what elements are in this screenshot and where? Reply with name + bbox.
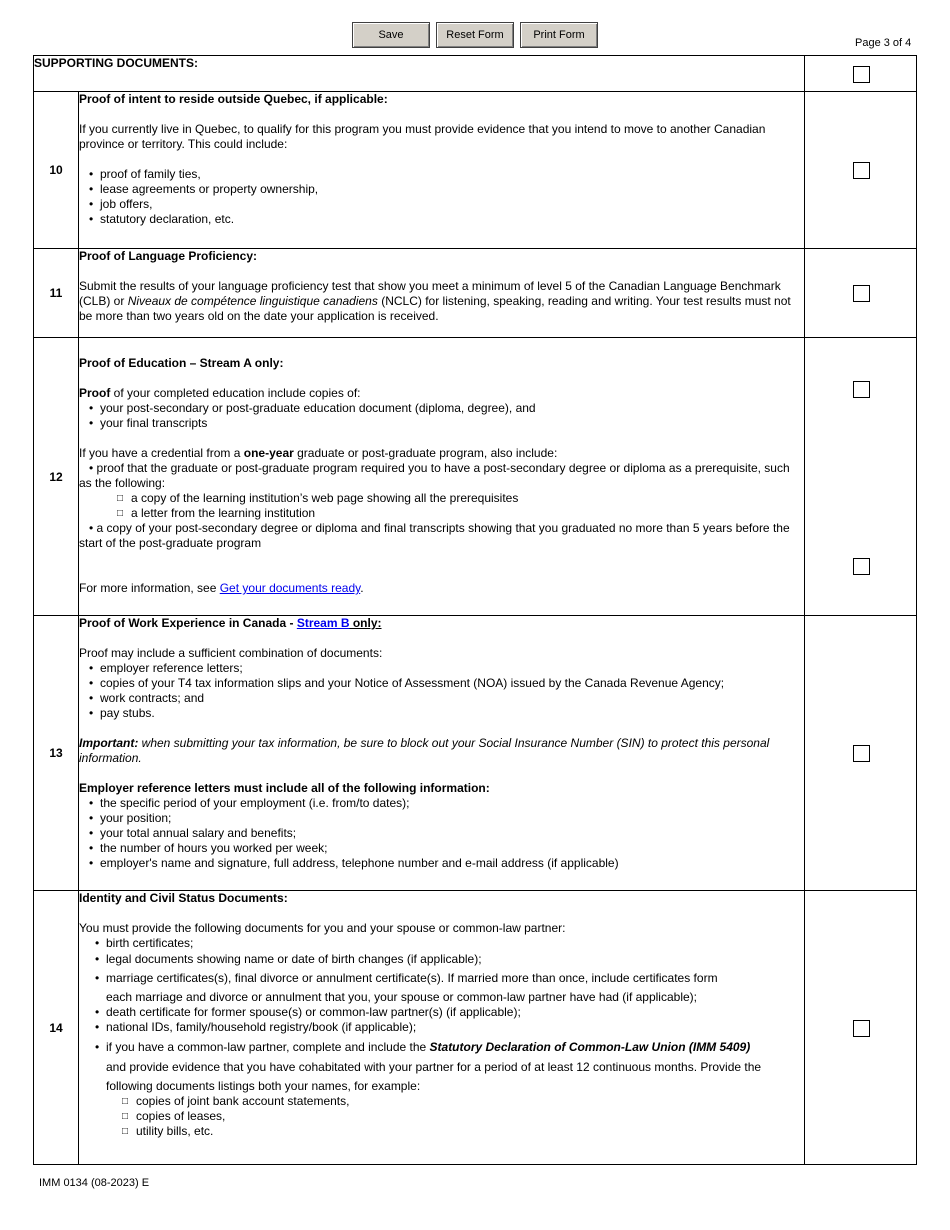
list-item: • employer reference letters; [89,661,804,676]
stream-b-link[interactable]: Stream B [296,616,350,630]
list-item: • legal documents showing name or date of birth changes (if applicable); [95,952,804,967]
row-content [79,338,805,616]
row-title: Identity and Civil Status Documents: [79,891,288,905]
row-content [79,891,805,1165]
list-item: • job offers, [89,197,804,212]
row-subtitle: Employer reference letters must include all of the following information: [79,781,490,795]
print-form-button[interactable]: Print Form [520,22,598,48]
sub-bullet-list [79,1094,804,1139]
row-number: 10 [34,92,79,249]
table-row [34,891,917,1165]
row-number: 11 [34,249,79,338]
row-paragraph: Proof may include a sufficient combination of documents: [79,646,383,660]
row-number: 13 [34,616,79,891]
table-row [34,92,917,249]
bullet-list [79,401,804,431]
list-item: □ copies of leases, [122,1109,804,1124]
list-item: • the specific period of your employment (i.e. from/to dates); [89,796,804,811]
list-item: • copies of your T4 tax information slips and your Notice of Assessment (NOA) issued by the Canada Revenue Agency; [89,676,804,691]
list-item: • lease agreements or property ownership, [89,182,804,197]
row-title: Proof of Education – Stream A only: [79,356,284,370]
text-run-bold-italic: Statutory Declaration of Common-Law Union (IMM 5409) [429,1040,751,1054]
bullet-list [79,661,804,721]
text-run-bold: Proof [79,386,111,400]
list-item-continuation: each marriage and divorce or annulment that you, your spouse or common-law partner have had (if applicable); [106,990,697,1004]
section-header-row [34,56,917,92]
bullet-list [79,167,804,227]
text-run: (NCLC) for listening, speaking, reading and writing. Your test results must not be more than two years old on the date your application is received. [79,294,791,323]
supporting-documents-table [33,55,917,1165]
text-run: Submit the results of your language proficiency test that show you meet a minimum of level 5 of the Canadian Language Benchmark (CLB) or [79,279,781,308]
list-item: • your total annual salary and benefits; [89,826,804,841]
row-content [79,616,805,891]
list-item [95,1040,804,1055]
text-run: Proof of Work Experience in Canada - [79,616,297,630]
list-item: □ a letter from the learning institution [117,506,804,521]
text-run: only: [349,616,382,630]
row12-stream-a-checkbox[interactable] [853,381,870,398]
page-number: Page 3 of 4 [855,37,912,49]
bullet-list [79,1005,804,1055]
text-run: . [360,581,364,595]
row10-checkbox[interactable] [853,162,870,179]
list-item: □ a copy of the learning institution’s web page showing all the prerequisites [117,491,804,506]
important-note [79,736,804,766]
list-item: • death certificate for former spouse(s) or common-law partner(s) (if applicable); [95,1005,804,1020]
list-item: • employer's name and signature, full address, telephone number and e-mail address (if applicable) [89,856,804,871]
reset-form-button[interactable]: Reset Form [436,22,514,48]
list-item: • statutory declaration, etc. [89,212,804,227]
list-item: • proof of family ties, [89,167,804,182]
table-row [34,616,917,891]
row13-checkbox[interactable] [853,745,870,762]
row-paragraph: If you currently live in Quebec, to qualify for this program you must provide evidence that you intend to move to another Canadian province or territory. This could include: [79,122,766,151]
text-run: when submitting your tax information, be sure to block out your Social Insurance Number (SIN) to protect this personal information. [79,736,770,765]
list-item-continuation: following documents listings both your names, for example: [106,1079,421,1093]
list-item: □ utility bills, etc. [122,1124,804,1139]
table-row [34,338,917,616]
form-footer-code: IMM 0134 (08-2023) E [39,1177,150,1189]
row11-checkbox[interactable] [853,285,870,302]
text-run: For more information, see [79,581,220,595]
row-title: Proof of Language Proficiency: [79,249,258,263]
list-item: • your final transcripts [89,416,804,431]
row12-one-year-checkbox[interactable] [853,558,870,575]
more-info-line [79,581,804,596]
list-item-continuation: and provide evidence that you have cohabitated with your partner for a period of at least 12 continuous months. Provide the [106,1060,762,1074]
save-button[interactable]: Save [352,22,430,48]
text-run-bold: Important: [79,736,139,750]
list-item: • work contracts; and [89,691,804,706]
row-content [79,249,805,338]
sub-bullet-list [79,491,804,521]
list-item: • national IDs, family/household registry/book (if applicable); [95,1020,804,1035]
text-run: If you have a credential from a [79,446,244,460]
row-content [79,92,805,249]
bullet-list [79,796,804,871]
row-paragraph [79,446,804,461]
get-documents-ready-link[interactable]: Get your documents ready [219,581,361,595]
row-paragraph: • proof that the graduate or post-graduate program required you to have a post-secondary degree or diploma as a prerequisite, such as the following: [79,461,790,490]
row-paragraph: • a copy of your post-secondary degree or diploma and final transcripts showing that you graduated no more than 5 years before the start of the post-graduate program [79,521,790,550]
list-item: • your post-secondary or post-graduate education document (diploma, degree), and [89,401,804,416]
row-paragraph [79,279,804,324]
list-item: • birth certificates; [95,936,804,951]
row-paragraph: You must provide the following documents for you and your spouse or common-law partner: [79,921,566,935]
row-paragraph [79,386,804,401]
row-number: 14 [34,891,79,1165]
row-number: 12 [34,338,79,616]
list-item: • the number of hours you worked per week; [89,841,804,856]
text-run: if you have a common-law partner, complete and include the [106,1040,430,1054]
text-run-bold: one-year [243,446,294,460]
text-run-italic: Niveaux de compétence linguistique canadiens [127,294,378,308]
text-run: graduate or post-graduate program, also include: [293,446,558,460]
table-row [34,249,917,338]
row14-checkbox[interactable] [853,1020,870,1037]
row-title: Proof of intent to reside outside Quebec, if applicable: [79,92,388,106]
section-title: SUPPORTING DOCUMENTS: [34,56,805,92]
section-checkbox[interactable] [853,66,870,83]
text-run: a copy of your post-secondary degree or diploma and final transcripts showing that you graduated no more than 5 years before the start of the post-graduate program [79,521,790,550]
list-item: □ copies of joint bank account statements, [122,1094,804,1109]
list-item: • pay stubs. [89,706,804,721]
list-item: • marriage certificates(s), final divorce or annulment certificate(s). If married more than once, include certificates form [95,971,804,986]
row-title [79,616,804,631]
text-run: proof that the graduate or post-graduate program required you to have a post-secondary degree or diploma as a prerequisite, such as the following: [79,461,790,490]
text-run: of your completed education include copies of: [110,386,361,400]
bullet-list [79,936,804,986]
list-item: • your position; [89,811,804,826]
